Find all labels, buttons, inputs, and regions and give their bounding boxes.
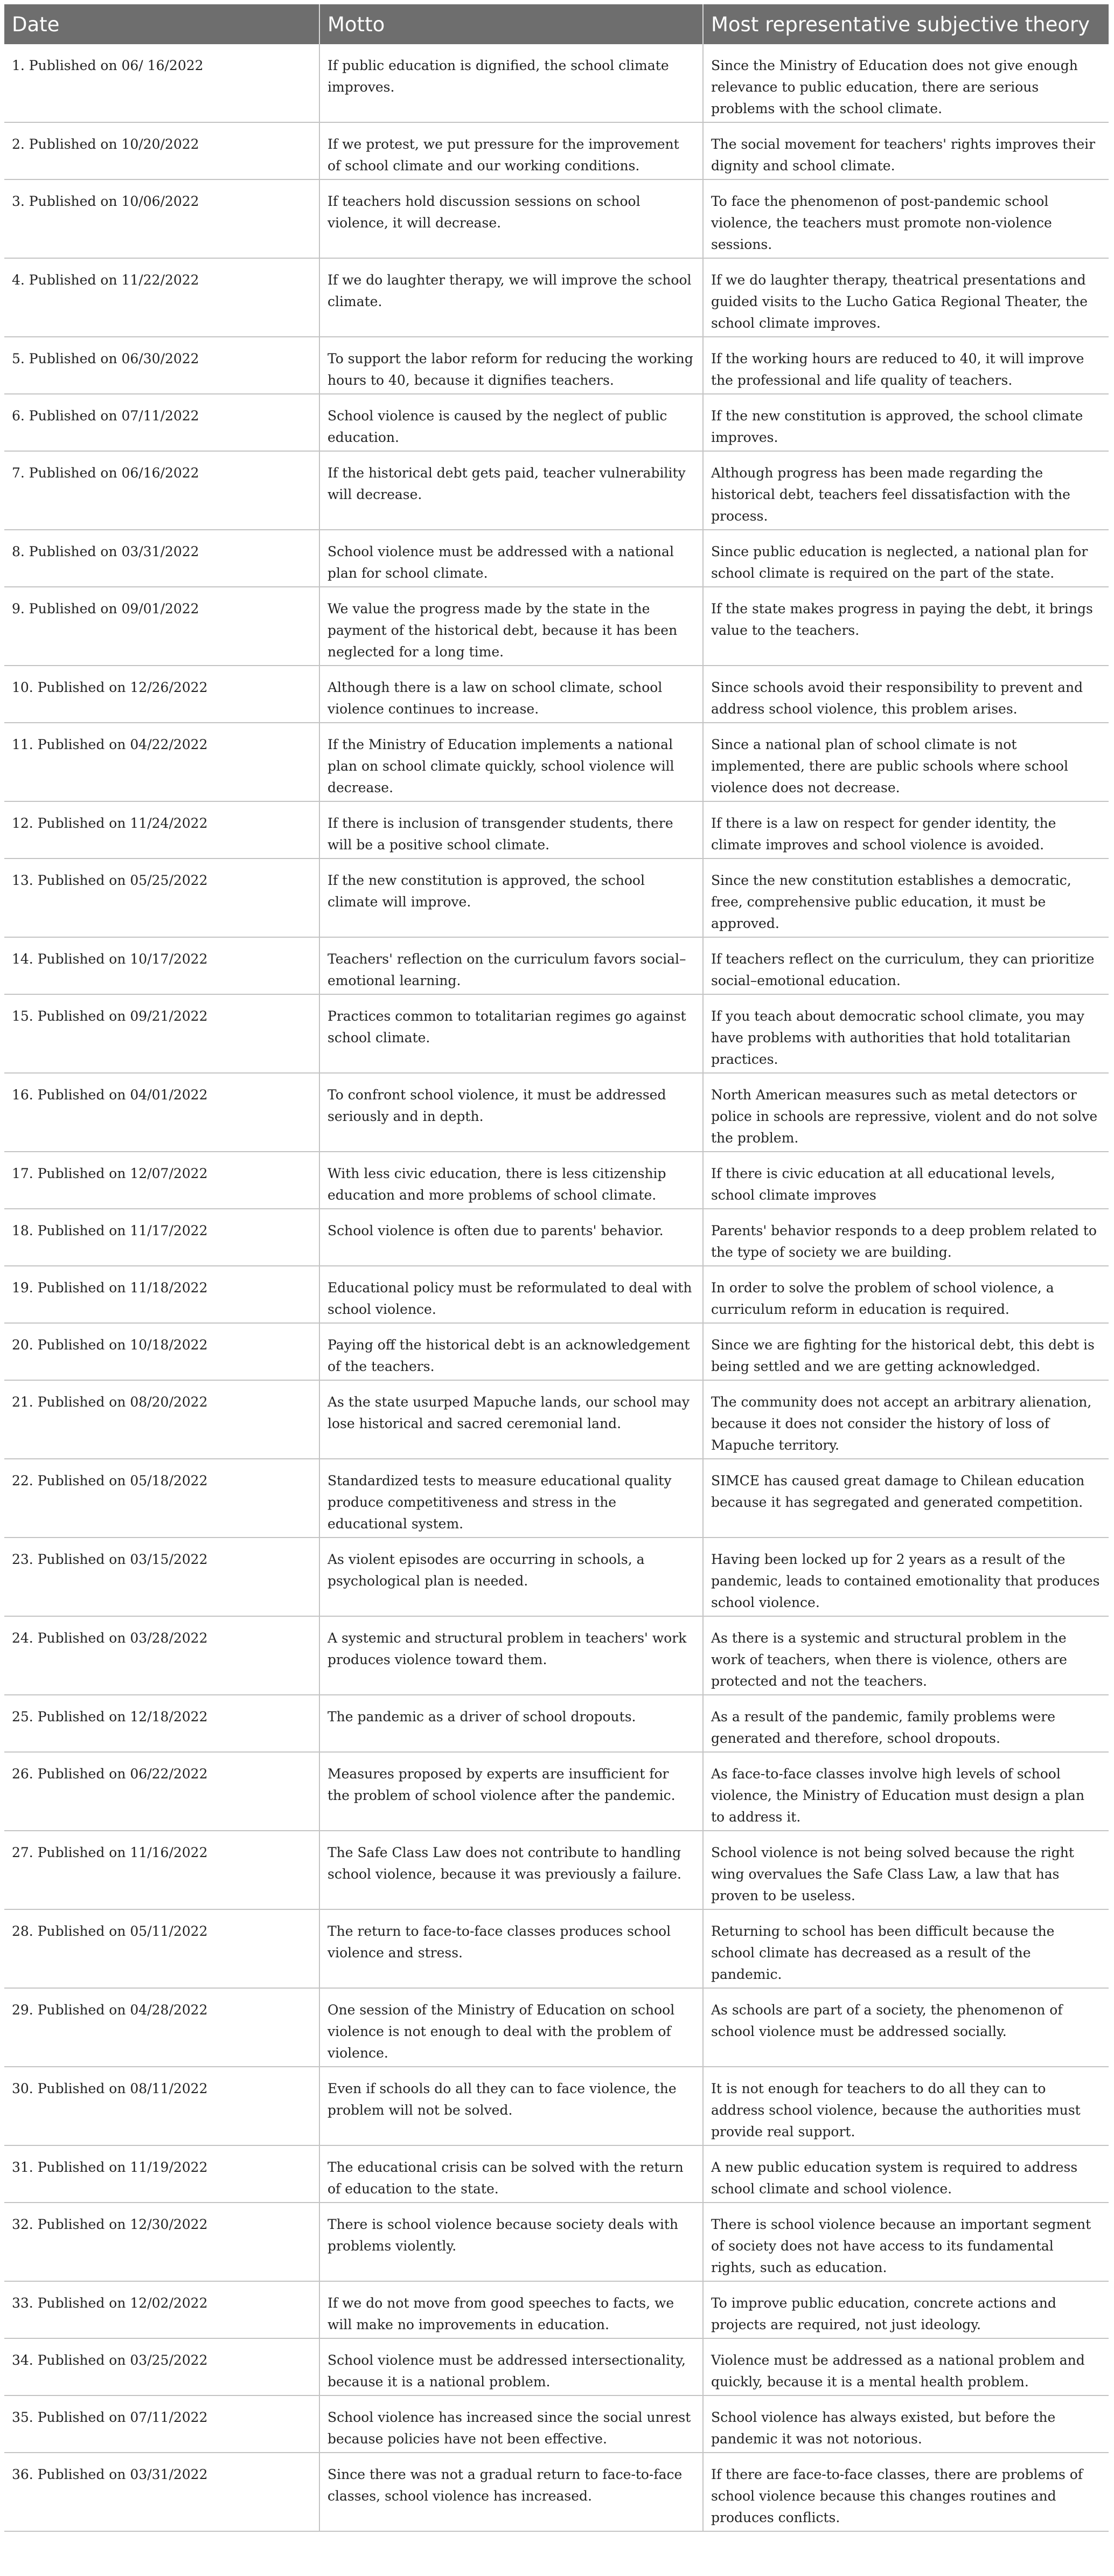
table-row (4, 994, 1109, 1073)
motto-cell: With less civic education, there is less citizenship education and more problems of school climate. (319, 1152, 703, 1209)
theory-cell: Since public education is neglected, a national plan for school climate is required on the part of the state. (703, 530, 1109, 587)
table-row (4, 666, 1109, 723)
motto-cell: Paying off the historical debt is an acknowledgement of the teachers. (319, 1323, 703, 1380)
table-row (4, 587, 1109, 666)
date-cell: 28. Published on 05/11/2022 (4, 1909, 319, 1988)
date-cell: 33. Published on 12/02/2022 (4, 2281, 319, 2338)
date-cell: 4. Published on 11/22/2022 (4, 258, 319, 337)
theory-cell: As face-to-face classes involve high levels of school violence, the Ministry of Education must design a plan to address it. (703, 1752, 1109, 1831)
motto-cell: If the Ministry of Education implements a national plan on school climate quickly, school violence will decrease. (319, 723, 703, 801)
date-cell: 6. Published on 07/11/2022 (4, 394, 319, 451)
motto-cell: If we protest, we put pressure for the improvement of school climate and our working conditions. (319, 122, 703, 179)
theory-cell: If the working hours are reduced to 40, it will improve the professional and life quality of teachers. (703, 337, 1109, 394)
header-theory: Most representative subjective theory (703, 4, 1109, 44)
motto-cell: Practices common to totalitarian regimes go against school climate. (319, 994, 703, 1073)
theory-cell: School violence has always existed, but before the pandemic it was not notorious. (703, 2395, 1109, 2453)
motto-cell: School violence has increased since the social unrest because policies have not been effective. (319, 2395, 703, 2453)
motto-cell: A systemic and structural problem in teachers' work produces violence toward them. (319, 1616, 703, 1695)
date-cell: 9. Published on 09/01/2022 (4, 587, 319, 666)
table-row (4, 1752, 1109, 1831)
motto-cell: The pandemic as a driver of school dropouts. (319, 1695, 703, 1752)
theory-cell: It is not enough for teachers to do all they can to address school violence, because the authorities must provide real support. (703, 2067, 1109, 2145)
motto-cell: Since there was not a gradual return to face-to-face classes, school violence has increased. (319, 2453, 703, 2531)
motto-cell: The educational crisis can be solved with the return of education to the state. (319, 2145, 703, 2203)
motto-cell: The return to face-to-face classes produces school violence and stress. (319, 1909, 703, 1988)
date-cell: 17. Published on 12/07/2022 (4, 1152, 319, 1209)
motto-cell: If we do not move from good speeches to facts, we will make no improvements in education. (319, 2281, 703, 2338)
motto-cell: School violence must be addressed intersectionality, because it is a national problem. (319, 2338, 703, 2395)
date-cell: 21. Published on 08/20/2022 (4, 1380, 319, 1459)
date-cell: 10. Published on 12/26/2022 (4, 666, 319, 723)
theory-cell: North American measures such as metal detectors or police in schools are repressive, violent and do not solve the problem. (703, 1073, 1109, 1152)
table-row (4, 2145, 1109, 2203)
motto-cell: If public education is dignified, the school climate improves. (319, 44, 703, 122)
motto-cell: We value the progress made by the state in the payment of the historical debt, because it has been neglected for a long time. (319, 587, 703, 666)
table-row (4, 1616, 1109, 1695)
theory-cell: If there is civic education at all educational levels, school climate improves (703, 1152, 1109, 1209)
theory-cell: SIMCE has caused great damage to Chilean education because it has segregated and generated competition. (703, 1459, 1109, 1538)
theory-cell: Parents' behavior responds to a deep problem related to the type of society we are building. (703, 1209, 1109, 1266)
table-row (4, 2281, 1109, 2338)
theory-cell: Having been locked up for 2 years as a result of the pandemic, leads to contained emotionality that produces school violence. (703, 1538, 1109, 1616)
motto-cell: Although there is a law on school climate, school violence continues to increase. (319, 666, 703, 723)
theory-cell: Violence must be addressed as a national problem and quickly, because it is a mental health problem. (703, 2338, 1109, 2395)
motto-cell: If we do laughter therapy, we will improve the school climate. (319, 258, 703, 337)
motto-cell: If teachers hold discussion sessions on school violence, it will decrease. (319, 179, 703, 258)
theory-cell: The community does not accept an arbitrary alienation, because it does not consider the history of loss of Mapuche territory. (703, 1380, 1109, 1459)
motto-cell: One session of the Ministry of Education on school violence is not enough to deal with the problem of violence. (319, 1988, 703, 2067)
table-row (4, 801, 1109, 858)
table-row (4, 1266, 1109, 1323)
theory-cell: Since schools avoid their responsibility to prevent and address school violence, this problem arises. (703, 666, 1109, 723)
motto-cell: There is school violence because society deals with problems violently. (319, 2203, 703, 2281)
table-row (4, 337, 1109, 394)
header-date: Date (4, 4, 319, 44)
table-header (4, 4, 1109, 44)
theory-cell: If you teach about democratic school climate, you may have problems with authorities that hold totalitarian practices. (703, 994, 1109, 1073)
theory-cell: As there is a systemic and structural problem in the work of teachers, when there is violence, others are protected and not the teachers. (703, 1616, 1109, 1695)
theory-cell: Since the Ministry of Education does not give enough relevance to public education, there are serious problems with the school climate. (703, 44, 1109, 122)
date-cell: 8. Published on 03/31/2022 (4, 530, 319, 587)
header-motto: Motto (319, 4, 703, 44)
table-row (4, 1831, 1109, 1909)
motto-cell: School violence is often due to parents' behavior. (319, 1209, 703, 1266)
motto-cell: Educational policy must be reformulated to deal with school violence. (319, 1266, 703, 1323)
table-row (4, 2395, 1109, 2453)
table-row (4, 2453, 1109, 2531)
theory-cell: If the new constitution is approved, the school climate improves. (703, 394, 1109, 451)
table-row (4, 1909, 1109, 1988)
date-cell: 11. Published on 04/22/2022 (4, 723, 319, 801)
motto-cell: Standardized tests to measure educational quality produce competitiveness and stress in the educational system. (319, 1459, 703, 1538)
theory-cell: Returning to school has been difficult because the school climate has decreased as a result of the pandemic. (703, 1909, 1109, 1988)
table-row (4, 530, 1109, 587)
date-cell: 18. Published on 11/17/2022 (4, 1209, 319, 1266)
theory-cell: If we do laughter therapy, theatrical presentations and guided visits to the Lucho Gatica Regional Theater, the school climate improves. (703, 258, 1109, 337)
date-cell: 2. Published on 10/20/2022 (4, 122, 319, 179)
date-cell: 19. Published on 11/18/2022 (4, 1266, 319, 1323)
date-cell: 30. Published on 08/11/2022 (4, 2067, 319, 2145)
date-cell: 5. Published on 06/30/2022 (4, 337, 319, 394)
data-table-container (4, 4, 1109, 2532)
motto-cell: If the historical debt gets paid, teacher vulnerability will decrease. (319, 451, 703, 530)
theory-cell: The social movement for teachers' rights improves their dignity and school climate. (703, 122, 1109, 179)
motto-cell: As the state usurped Mapuche lands, our school may lose historical and sacred ceremonial land. (319, 1380, 703, 1459)
table-row (4, 258, 1109, 337)
theory-cell: To improve public education, concrete actions and projects are required, not just ideology. (703, 2281, 1109, 2338)
theory-cell: A new public education system is required to address school climate and school violence. (703, 2145, 1109, 2203)
date-cell: 14. Published on 10/17/2022 (4, 937, 319, 994)
table-row (4, 937, 1109, 994)
theory-cell: School violence is not being solved because the right wing overvalues the Safe Class Law, a law that has proven to be useless. (703, 1831, 1109, 1909)
theory-cell: If there is a law on respect for gender identity, the climate improves and school violence is avoided. (703, 801, 1109, 858)
motto-cell: School violence must be addressed with a national plan for school climate. (319, 530, 703, 587)
date-cell: 26. Published on 06/22/2022 (4, 1752, 319, 1831)
motto-cell: If the new constitution is approved, the school climate will improve. (319, 858, 703, 937)
theory-cell: If there are face-to-face classes, there are problems of school violence because this changes routines and produces conflicts. (703, 2453, 1109, 2531)
theory-cell: Since we are fighting for the historical debt, this debt is being settled and we are getting acknowledged. (703, 1323, 1109, 1380)
motto-cell: School violence is caused by the neglect of public education. (319, 394, 703, 451)
table-row (4, 1459, 1109, 1538)
date-cell: 20. Published on 10/18/2022 (4, 1323, 319, 1380)
motto-cell: Teachers' reflection on the curriculum favors social–emotional learning. (319, 937, 703, 994)
motto-cell: Even if schools do all they can to face violence, the problem will not be solved. (319, 2067, 703, 2145)
date-cell: 29. Published on 04/28/2022 (4, 1988, 319, 2067)
header-row (4, 4, 1109, 44)
date-cell: 25. Published on 12/18/2022 (4, 1695, 319, 1752)
table-row (4, 1209, 1109, 1266)
date-cell: 31. Published on 11/19/2022 (4, 2145, 319, 2203)
table-row (4, 1152, 1109, 1209)
theory-cell: If the state makes progress in paying the debt, it brings value to the teachers. (703, 587, 1109, 666)
table-row (4, 1538, 1109, 1616)
date-cell: 22. Published on 05/18/2022 (4, 1459, 319, 1538)
table-row (4, 858, 1109, 937)
motto-cell: Measures proposed by experts are insufficient for the problem of school violence after the pandemic. (319, 1752, 703, 1831)
date-cell: 3. Published on 10/06/2022 (4, 179, 319, 258)
theory-cell: To face the phenomenon of post-pandemic school violence, the teachers must promote non-violence sessions. (703, 179, 1109, 258)
table-row (4, 1695, 1109, 1752)
theory-cell: There is school violence because an important segment of society does not have access to its fundamental rights, such as education. (703, 2203, 1109, 2281)
date-cell: 12. Published on 11/24/2022 (4, 801, 319, 858)
theory-cell: If teachers reflect on the curriculum, they can prioritize social–emotional education. (703, 937, 1109, 994)
date-cell: 23. Published on 03/15/2022 (4, 1538, 319, 1616)
theory-cell: In order to solve the problem of school violence, a curriculum reform in education is required. (703, 1266, 1109, 1323)
table-row (4, 2203, 1109, 2281)
table-row (4, 44, 1109, 122)
date-cell: 15. Published on 09/21/2022 (4, 994, 319, 1073)
date-cell: 35. Published on 07/11/2022 (4, 2395, 319, 2453)
date-cell: 1. Published on 06/ 16/2022 (4, 44, 319, 122)
date-cell: 16. Published on 04/01/2022 (4, 1073, 319, 1152)
motto-theory-table (4, 4, 1109, 2532)
table-row (4, 394, 1109, 451)
date-cell: 36. Published on 03/31/2022 (4, 2453, 319, 2531)
theory-cell: Since a national plan of school climate is not implemented, there are public schools where school violence does not decrease. (703, 723, 1109, 801)
table-row (4, 1323, 1109, 1380)
motto-cell: As violent episodes are occurring in schools, a psychological plan is needed. (319, 1538, 703, 1616)
table-body (4, 44, 1109, 2531)
table-row (4, 2338, 1109, 2395)
date-cell: 27. Published on 11/16/2022 (4, 1831, 319, 1909)
motto-cell: To confront school violence, it must be addressed seriously and in depth. (319, 1073, 703, 1152)
motto-cell: To support the labor reform for reducing the working hours to 40, because it dignifies teachers. (319, 337, 703, 394)
date-cell: 13. Published on 05/25/2022 (4, 858, 319, 937)
date-cell: 7. Published on 06/16/2022 (4, 451, 319, 530)
table-row (4, 122, 1109, 179)
table-row (4, 1073, 1109, 1152)
table-row (4, 2067, 1109, 2145)
table-row (4, 451, 1109, 530)
theory-cell: As a result of the pandemic, family problems were generated and therefore, school dropouts. (703, 1695, 1109, 1752)
date-cell: 32. Published on 12/30/2022 (4, 2203, 319, 2281)
motto-cell: If there is inclusion of transgender students, there will be a positive school climate. (319, 801, 703, 858)
date-cell: 34. Published on 03/25/2022 (4, 2338, 319, 2395)
table-row (4, 1988, 1109, 2067)
theory-cell: Since the new constitution establishes a democratic, free, comprehensive public education, it must be approved. (703, 858, 1109, 937)
motto-cell: The Safe Class Law does not contribute to handling school violence, because it was previously a failure. (319, 1831, 703, 1909)
theory-cell: As schools are part of a society, the phenomenon of school violence must be addressed socially. (703, 1988, 1109, 2067)
table-row (4, 1380, 1109, 1459)
date-cell: 24. Published on 03/28/2022 (4, 1616, 319, 1695)
table-row (4, 179, 1109, 258)
table-row (4, 723, 1109, 801)
theory-cell: Although progress has been made regarding the historical debt, teachers feel dissatisfaction with the process. (703, 451, 1109, 530)
